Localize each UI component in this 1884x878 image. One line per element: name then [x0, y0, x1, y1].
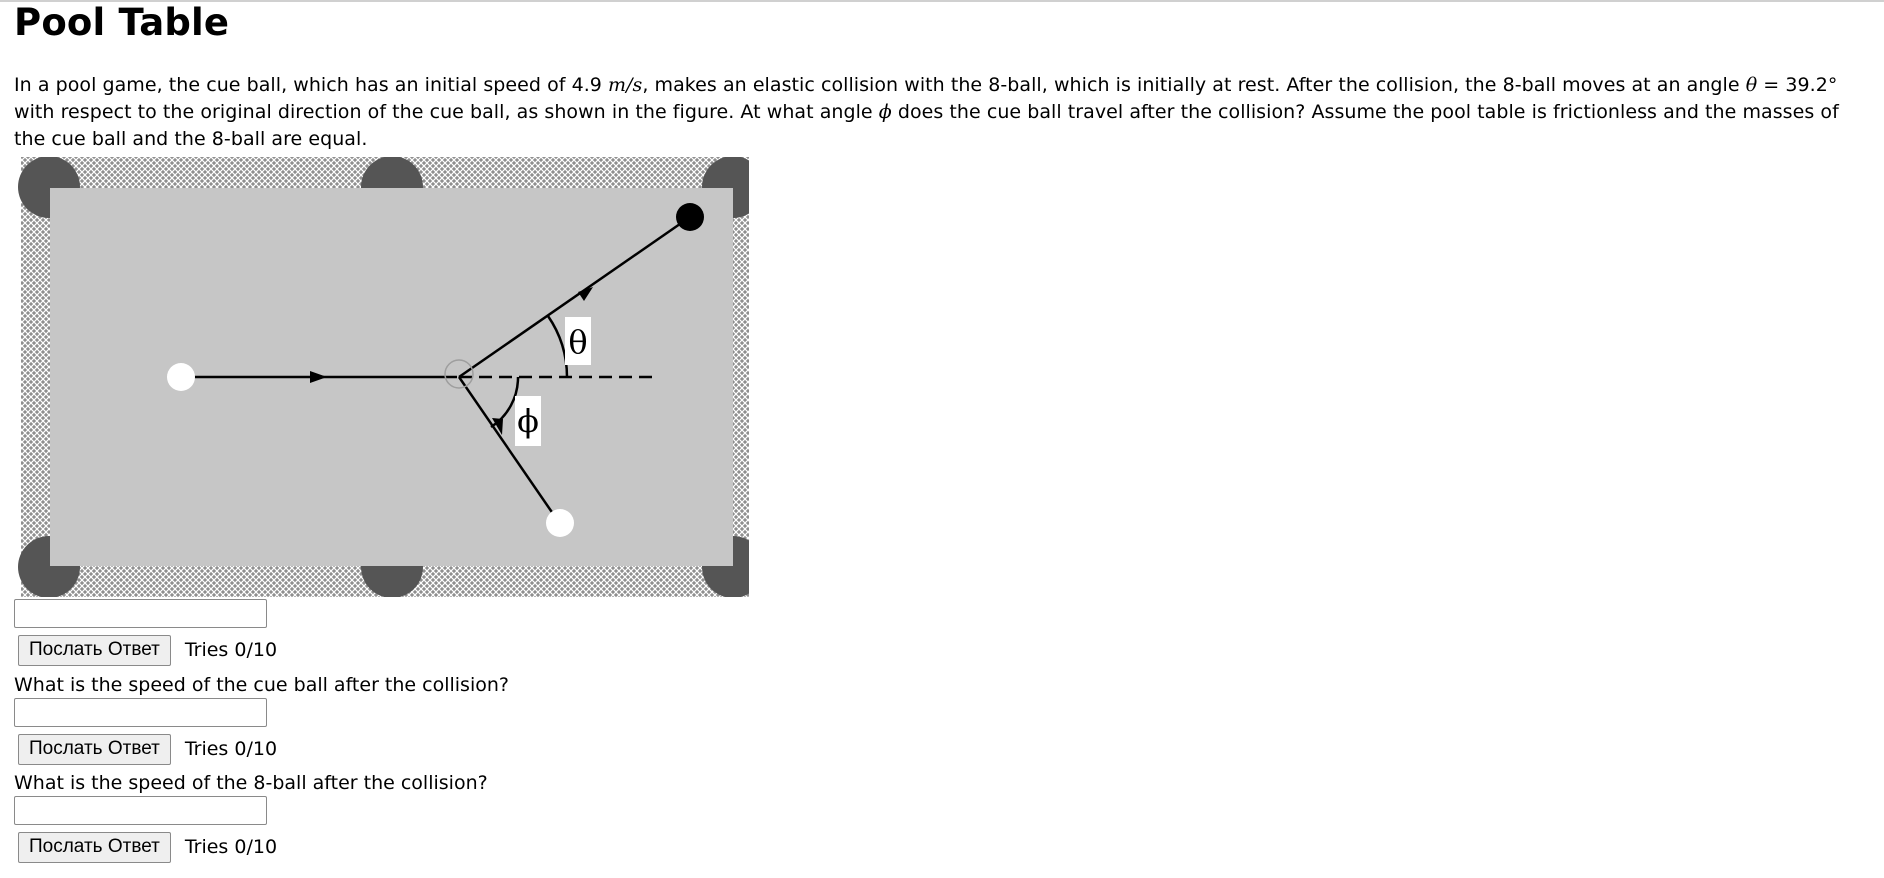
problem-text-1: In a pool game, the cue ball, which has an initial speed of 4.9 [14, 74, 609, 96]
question-text-3: What is the speed of the 8-ball after the collision? [14, 772, 488, 794]
answer-input-2[interactable] [14, 698, 267, 727]
submit-row-1 [14, 634, 614, 666]
tries-counter-3: Tries 0/10 [184, 836, 278, 858]
cue-ball-initial [167, 363, 195, 391]
cue-ball-final [546, 509, 574, 537]
speed-unit: m/s [608, 74, 643, 96]
answer-input-3[interactable] [14, 796, 267, 825]
submit-row-2 [14, 733, 614, 765]
tries-counter-2: Tries 0/10 [184, 738, 278, 760]
phi-symbol: ϕ [878, 101, 892, 123]
pool-table-diagram [7, 157, 749, 597]
question-text-2: What is the speed of the cue ball after the collision? [14, 674, 509, 696]
question-block-1 [14, 599, 614, 666]
submit-row-3 [14, 831, 614, 863]
question-block-2 [14, 672, 614, 765]
submit-answer-button-1[interactable]: Послать Ответ [18, 635, 171, 666]
tries-counter-1: Tries 0/10 [184, 639, 278, 661]
problem-text-2: , makes an elastic collision with the 8-ball, which is initially at rest. After the collision, the 8-ball moves at an angle [642, 74, 1746, 96]
eight-ball [676, 203, 704, 231]
problem-statement [14, 72, 1870, 153]
page-title: Pool Table [14, 1, 230, 44]
theta-label: θ [568, 323, 588, 361]
submit-answer-button-3[interactable]: Послать Ответ [18, 832, 171, 863]
phi-label: ϕ [517, 402, 539, 440]
problem-text-3: = 39.2° with respect to the original direction of the cue ball, as shown in the figure. At what angle [14, 74, 1838, 123]
pool-table-figure [7, 157, 749, 597]
answer-input-1[interactable] [14, 599, 267, 628]
submit-answer-button-2[interactable]: Послать Ответ [18, 734, 171, 765]
question-block-3 [14, 770, 614, 863]
problem-text-4: does the cue ball travel after the collision? Assume the pool table is frictionless and the masses of the cue ball and the 8-ball are equal. [14, 101, 1839, 150]
page [14, 2, 1870, 153]
theta-symbol: θ [1745, 74, 1758, 96]
